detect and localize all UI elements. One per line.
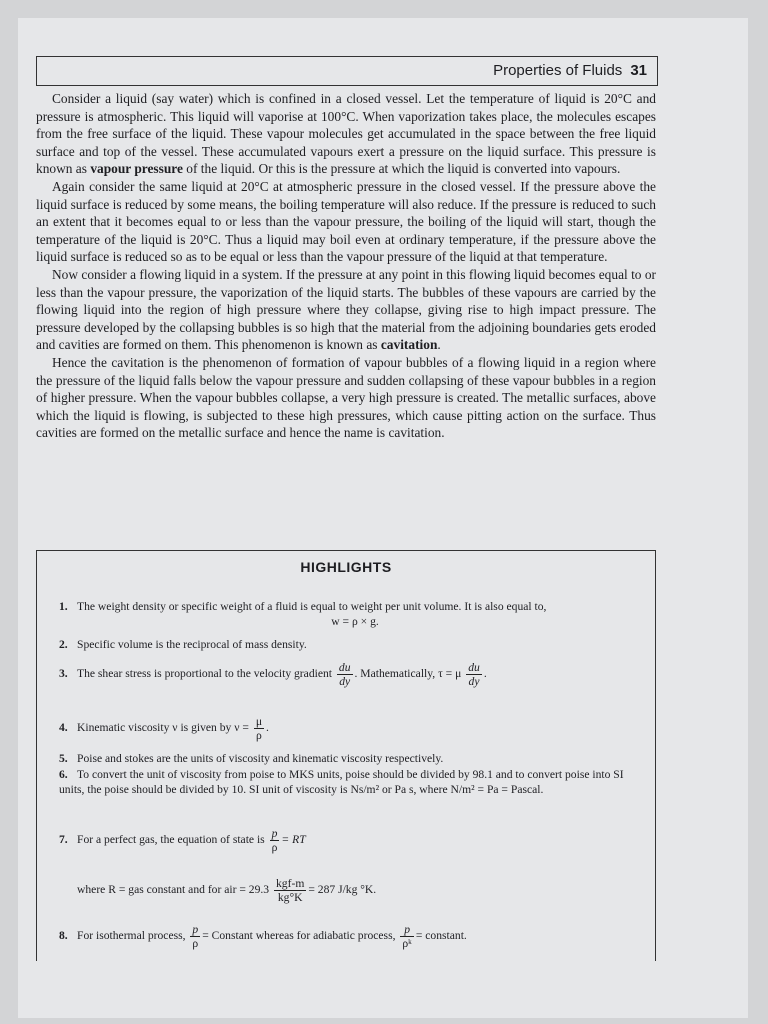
fraction-isothermal: $\frac{p}{\rho}$ xyxy=(192,923,199,950)
paragraph-vapour-pressure: Consider a liquid (say water) which is confined in a closed vessel. Let the temperature of liquid is 20°C and pressure is atmospheric. This liquid will vaporise at 100°C. When vaporization takes place, the molecules escapes from the free surface of the liquid. These vapour molecules get accumulated in the space between the free liquid surface and top of the vessel. These accumulated vapours exert a pressure on the liquid surface. This pressure is known as vapour pressure of the liquid. Or this is the pressure at which the liquid is converted into vapours. xyxy=(36,91,656,177)
highlight-item-3: 3. The shear stress is proportional to the velocity gradient $\frac{du}{dy}$ . Mathematically, τ = μ $\frac{du}{dy}$ . xyxy=(59,661,487,688)
paragraph-cavitation-definition: Hence the cavitation is the phenomenon of formation of vapour bubbles of a flowing liquid in a region where the pressure of the liquid falls below the vapour pressure and sudden collapsing of these vapour bubbles in a region of higher pressure. When the vapour bubbles collapse, a very high pressure is created. The metallic surfaces, above which the liquid is flowing, is subjected to these high pressures, which cause pitting action on the surface. Thus cavities are formed on the metallic surface and hence the name is cavitation. xyxy=(36,354,656,441)
highlight-item-7: 7. For a perfect gas, the equation of state is $\frac{p}{\rho}$ = RT xyxy=(59,827,306,854)
highlights-title: HIGHLIGHTS xyxy=(300,559,392,575)
highlight-item-1: 1. The weight density or specific weight of a fluid is equal to weight per unit volume. It is also equal to, w = ρ × g. xyxy=(59,599,651,629)
fraction-p-over-rho: $\frac{p}{\rho}$ xyxy=(271,827,278,854)
highlight-item-8: 8. For isothermal process, $\frac{p}{\rho}$ = Constant whereas for adiabatic process, $\frac{p}{\text{ρᵏ}}$ = constant. xyxy=(59,923,467,950)
term-vapour-pressure: vapour pressure xyxy=(90,161,183,177)
paragraph-boiling: Again consider the same liquid at 20°C at atmospheric pressure in the closed vessel. If the pressure above the liquid surface is reduced by some means, the boiling temperature will also reduce. If the pressure is reduced to such an extent that it becomes equal to or less than the vapour pressure, the boiling of the liquid will start, though the temperature of the liquid is 20°C. Thus a liquid may boil even at ordinary temperature, if the pressure above the liquid surface is reduced so as to be equal or less than the vapour pressure of the liquid at that temperature. xyxy=(36,178,656,265)
formula-weight-density: w = ρ × g. xyxy=(331,615,379,628)
header-text xyxy=(493,62,647,79)
fraction-velocity-gradient: $\frac{du}{dy}$ xyxy=(338,661,351,688)
body-text xyxy=(36,90,656,442)
paragraph-flowing-liquid: Now consider a flowing liquid in a system. If the pressure at any point in this flowing liquid becomes equal to or less than the vapour pressure, the vaporization of the liquid starts. The bubbles of these vapours are carried by the flowing liquid into the region of high pressure where they collapse, giving rise to high impact pressure. The pressure developed by the collapsing bubbles is so high that the material from the adjoining boundaries gets eroded and cavities are formed on them. This phenomenon is known as cavitation. xyxy=(36,266,656,353)
chapter-title: Properties of Fluids xyxy=(493,62,623,79)
highlight-item-5: 5. Poise and stokes are the units of viscosity and kinematic viscosity respectively. xyxy=(59,752,444,765)
highlight-item-6: 6. To convert the unit of viscosity from poise to MKS units, poise should be divided by 98.1 and to convert poise into SI units, the poise should be divided by 10. SI unit of viscosity is Ns/m² or Pa s, where N/m² = Pa = Pascal. xyxy=(59,768,624,796)
fraction-gas-constant-units: $\frac{\text{kgf-m}}{kg^\circ K}$ xyxy=(276,877,305,904)
highlight-item-2: 2. Specific volume is the reciprocal of mass density. xyxy=(59,638,307,651)
fraction-adiabatic: $\frac{p}{\text{ρᵏ}}$ xyxy=(402,923,412,950)
term-cavitation: cavitation xyxy=(380,337,438,353)
fraction-velocity-gradient-2: $\frac{du}{dy}$ xyxy=(468,661,480,688)
highlight-item-7-where: where R = gas constant and for air = 29.3 $\frac{\text{kgf-m}}{kg^\circ K}$ = 287 J/kg °K. xyxy=(77,877,377,904)
page-header xyxy=(36,56,658,86)
fraction-mu-over-rho: $\frac{\mu}{\rho}$ xyxy=(255,715,263,742)
highlight-item-4: 4. Kinematic viscosity ν is given by ν = $\frac{\mu}{\rho}$ . xyxy=(59,715,269,742)
highlights-box xyxy=(36,550,656,961)
page-number: 31 xyxy=(630,62,647,79)
